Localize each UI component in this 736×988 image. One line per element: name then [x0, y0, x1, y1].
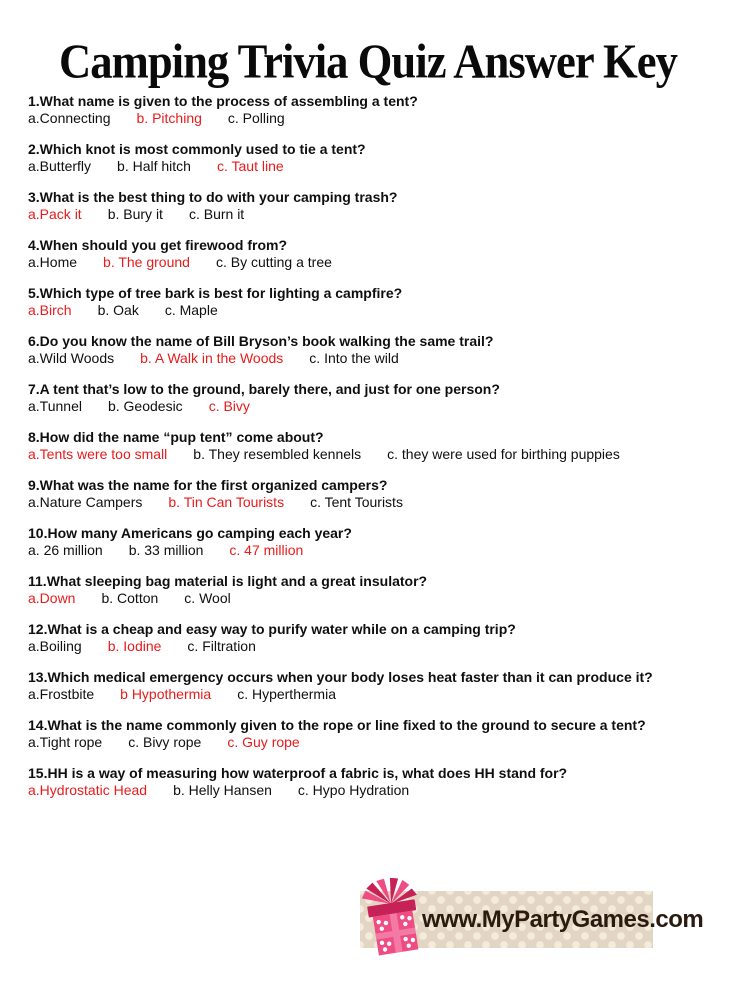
options-row [28, 446, 718, 463]
answer-option-correct: a.Down [28, 590, 76, 606]
answer-option-correct: a.Hydrostatic Head [28, 782, 148, 798]
question-text: 3.What is the best thing to do with your camping trash? [28, 189, 398, 205]
question-block [28, 381, 718, 415]
question-text: 11.What sleeping bag material is light and a great insulator? [28, 573, 428, 589]
question-block [28, 189, 718, 223]
answer-option: a. 26 million [28, 542, 103, 558]
answer-option: c. Tent Tourists [310, 494, 403, 510]
answer-option: c. Into the wild [309, 350, 399, 366]
options-row [28, 110, 718, 127]
answer-option-correct: c. 47 million [229, 542, 304, 558]
answer-option-correct: a.Birch [28, 302, 72, 318]
question-text: 2.Which knot is most commonly used to tie a tent? [28, 141, 366, 157]
options-row [28, 638, 718, 655]
question-block [28, 669, 718, 703]
answer-option: c. Hyperthermia [237, 686, 336, 702]
question-list [0, 93, 736, 799]
page-title: Camping Trivia Quiz Answer Key [59, 33, 677, 88]
answer-option-correct: b. Iodine [107, 638, 162, 654]
question-text: 7.A tent that’s low to the ground, barely there, and just for one person? [28, 381, 500, 397]
question-text: 6.Do you know the name of Bill Bryson’s book walking the same trail? [28, 333, 494, 349]
question-block [28, 765, 718, 799]
question-text: 9.What was the name for the first organized campers? [28, 477, 388, 493]
question-block [28, 717, 718, 751]
options-row [28, 686, 718, 703]
answer-option: a.Connecting [28, 110, 111, 126]
question-text: 8.How did the name “pup tent” come about? [28, 429, 324, 445]
question-text: 14.What is the name commonly given to the rope or line fixed to the ground to secure a tent? [28, 717, 646, 733]
brand-banner [360, 891, 704, 948]
question-block [28, 237, 718, 271]
answer-option-correct: a.Pack it [28, 206, 82, 222]
answer-option-correct: a.Tents were too small [28, 446, 168, 462]
answer-option: a.Frostbite [28, 686, 95, 702]
answer-option-correct: b. Tin Can Tourists [168, 494, 285, 510]
options-row [28, 494, 718, 511]
options-row [28, 254, 718, 271]
answer-option: a.Wild Woods [28, 350, 115, 366]
answer-option-correct: c. Bivy [208, 398, 250, 414]
answer-option: b. Cotton [101, 590, 159, 606]
answer-option: c. they were used for birthing puppies [387, 446, 620, 462]
answer-option: a.Butterfly [28, 158, 92, 174]
answer-option: c. Wool [184, 590, 231, 606]
answer-option: c. Filtration [187, 638, 256, 654]
answer-option: c. Bivy rope [128, 734, 202, 750]
answer-option-correct: c. Guy rope [227, 734, 300, 750]
answer-option: a.Boiling [28, 638, 82, 654]
gift-icon [358, 878, 426, 958]
question-text: 1.What name is given to the process of assembling a tent? [28, 93, 418, 109]
options-row [28, 734, 718, 751]
options-row [28, 158, 718, 175]
question-block [28, 573, 718, 607]
answer-option: c. Polling [227, 110, 285, 126]
question-block [28, 93, 718, 127]
question-text: 5.Which type of tree bark is best for lighting a campfire? [28, 285, 403, 301]
question-text: 10.How many Americans go camping each year? [28, 525, 352, 541]
answer-option: c. By cutting a tree [215, 254, 332, 270]
answer-option: a.Tunnel [28, 398, 82, 414]
options-row [28, 302, 718, 319]
question-block [28, 285, 718, 319]
answer-option: a.Tight rope [28, 734, 103, 750]
question-block [28, 621, 718, 655]
answer-option: a.Home [28, 254, 78, 270]
question-block [28, 141, 718, 175]
question-block [28, 477, 718, 511]
question-block [28, 525, 718, 559]
answer-option: c. Maple [164, 302, 218, 318]
options-row [28, 782, 718, 799]
answer-option: b. Helly Hansen [173, 782, 272, 798]
question-text: 13.Which medical emergency occurs when your body loses heat faster than it can produce it? [28, 669, 653, 685]
answer-option-correct: b. Pitching [136, 110, 202, 126]
options-row [28, 590, 718, 607]
answer-option: b. Bury it [107, 206, 163, 222]
answer-option: a.Nature Campers [28, 494, 143, 510]
quiz-answer-key-page [0, 33, 736, 933]
options-row [28, 206, 718, 223]
answer-option-correct: b Hypothermia [120, 686, 212, 702]
options-row [28, 542, 718, 559]
answer-option-correct: b. A Walk in the Woods [140, 350, 284, 366]
question-block [28, 333, 718, 367]
answer-option-correct: c. Taut line [216, 158, 284, 174]
answer-option: c. Burn it [188, 206, 245, 222]
question-text: 15.HH is a way of measuring how waterproof a fabric is, what does HH stand for? [28, 765, 568, 781]
question-block [28, 429, 718, 463]
answer-option-correct: b. The ground [103, 254, 190, 270]
website-link[interactable]: www.MyPartyGames.com [422, 905, 704, 933]
answer-option: b. 33 million [128, 542, 204, 558]
answer-option: c. Hypo Hydration [297, 782, 410, 798]
answer-option: b. Half hitch [117, 158, 191, 174]
answer-option: b. Oak [97, 302, 139, 318]
answer-option: b. Geodesic [107, 398, 183, 414]
question-text: 4.When should you get firewood from? [28, 237, 287, 253]
question-text: 12.What is a cheap and easy way to purify water while on a camping trip? [28, 621, 516, 637]
options-row [28, 350, 718, 367]
options-row [28, 398, 718, 415]
answer-option: b. They resembled kennels [193, 446, 362, 462]
